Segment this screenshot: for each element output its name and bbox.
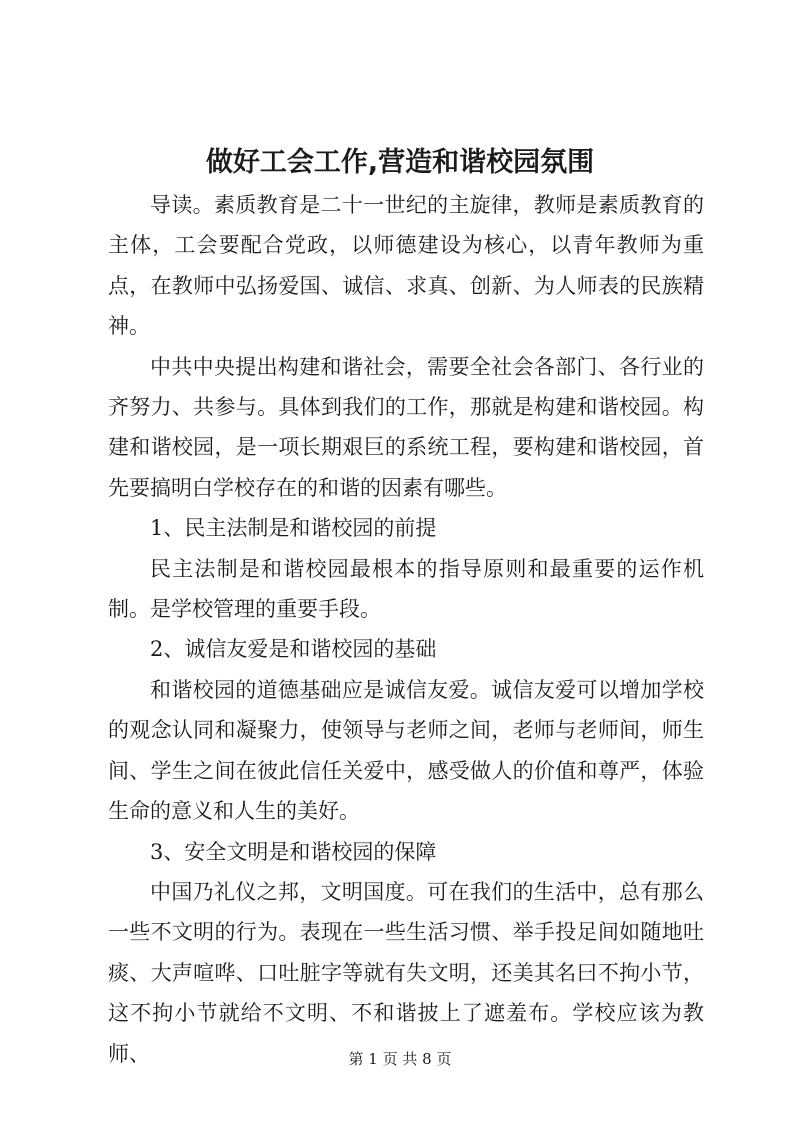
- document-body: [108, 185, 704, 1074]
- paragraph-harmonious-society: 中共中央提出构建和谐社会，需要全社会各部门、各行业的齐努力、共参与。具体到我们的工作，那就是构建和谐校园。构建和谐校园，是一项长期艰巨的系统工程，要构建和谐校园，首先要搞明白学校存在的和谐的因素有哪些。: [108, 354, 704, 500]
- document-title: 做好工会工作,营造和谐校园氛围: [205, 147, 595, 178]
- paragraph-integrity: 和谐校园的道德基础应是诚信友爱。诚信友爱可以增加学校的观念认同和凝聚力，使领导与老师之间，老师与老师间，师生间、学生之间在彼此信任关爱中，感受做人的价值和尊严，体验生命的意义和人生的美好。: [108, 677, 704, 824]
- paragraph-civility: 中国乃礼仪之邦，文明国度。可在我们的生活中，总有那么一些不文明的行为。表现在一些生活习惯、举手投足间如随地吐痰、大声喧哗、口吐脏字等就有失文明，还美其名曰不拘小节，这不拘小节就给不文明、不和谐披上了遮羞布。学校应该为教师、: [108, 879, 704, 1066]
- section-heading-1: 1、民主法制是和谐校园的前提: [150, 516, 437, 541]
- section-heading-2: 2、诚信友爱是和谐校园的基础: [150, 637, 437, 662]
- page-footer: 第 1 页 共 8 页: [348, 1050, 452, 1068]
- section-heading-3: 3、安全文明是和谐校园的保障: [150, 839, 437, 864]
- paragraph-democracy: 民主法制是和谐校园最根本的指导原则和最重要的运作机制。是学校管理的重要手段。: [108, 556, 704, 622]
- paragraph-intro: 导读。素质教育是二十一世纪的主旋律，教师是素质教育的主体，工会要配合党政，以师德建设为核心，以青年教师为重点，在教师中弘扬爱国、诚信、求真、创新、为人师表的民族精神。: [108, 193, 704, 339]
